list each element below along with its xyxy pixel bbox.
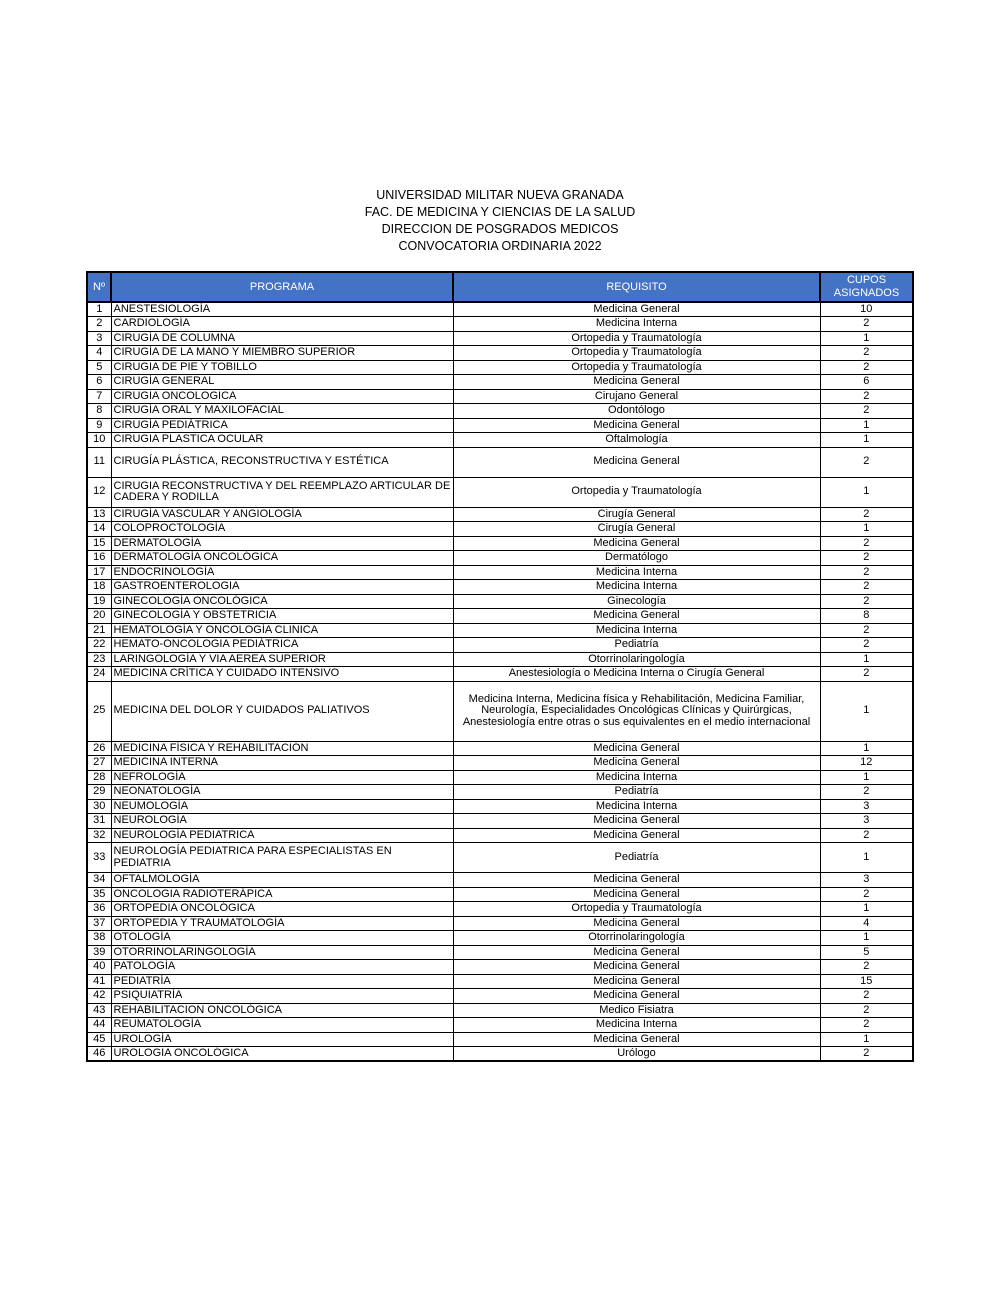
cell-requisito: Medico Fisiatra — [453, 1003, 820, 1018]
cell-num: 21 — [87, 623, 111, 638]
cell-cupos: 2 — [820, 989, 913, 1004]
table-row — [87, 931, 913, 946]
table-row — [87, 667, 913, 682]
cell-requisito: Ortopedia y Traumatología — [453, 360, 820, 375]
cell-num: 24 — [87, 667, 111, 682]
column-header-programa: PROGRAMA — [111, 272, 453, 302]
cell-requisito: Pediatría — [453, 843, 820, 873]
table-row — [87, 887, 913, 902]
table-row — [87, 945, 913, 960]
table-row — [87, 447, 913, 477]
cell-programa: CIRUGÍA DE COLUMNA — [111, 331, 453, 346]
cell-num: 45 — [87, 1032, 111, 1047]
cell-requisito: Medicina General — [453, 756, 820, 771]
cell-requisito: Medicina General — [453, 609, 820, 624]
cell-programa: CIRUGÍA DE LA MANO Y MIEMBRO SUPERIOR — [111, 346, 453, 361]
cell-programa: ENDOCRINOLOGÍA — [111, 565, 453, 580]
cell-programa: CIRUGÍA GENERAL — [111, 375, 453, 390]
table-row — [87, 418, 913, 433]
cell-cupos: 10 — [820, 302, 913, 317]
table-row — [87, 522, 913, 537]
cell-requisito: Cirugía General — [453, 507, 820, 522]
table-body — [87, 302, 913, 1061]
table-row — [87, 770, 913, 785]
cell-cupos: 3 — [820, 873, 913, 888]
cell-cupos: 1 — [820, 770, 913, 785]
cell-requisito: Pediatría — [453, 638, 820, 653]
cell-programa: DERMATOLOGÍA ONCOLÓGICA — [111, 551, 453, 566]
title-line-university: UNIVERSIDAD MILITAR NUEVA GRANADA — [376, 188, 624, 202]
cell-cupos: 1 — [820, 902, 913, 917]
cell-cupos: 2 — [820, 785, 913, 800]
cell-cupos: 1 — [820, 331, 913, 346]
cell-num: 27 — [87, 756, 111, 771]
cell-num: 1 — [87, 302, 111, 317]
cell-requisito: Anestesiología o Medicina Interna o Cirugía General — [453, 667, 820, 682]
cell-cupos: 1 — [820, 652, 913, 667]
cell-cupos: 2 — [820, 346, 913, 361]
table-row — [87, 873, 913, 888]
cell-requisito: Ortopedia y Traumatología — [453, 477, 820, 507]
cell-programa: HEMATO-ONCOLOGIA PEDIÁTRICA — [111, 638, 453, 653]
cell-cupos: 2 — [820, 594, 913, 609]
title-line-faculty: FAC. DE MEDICINA Y CIENCIAS DE LA SALUD — [364, 205, 636, 219]
cell-programa: OFTALMOLOGÍA — [111, 873, 453, 888]
cell-cupos: 1 — [820, 741, 913, 756]
cell-cupos: 2 — [820, 828, 913, 843]
table-row — [87, 477, 913, 507]
cell-num: 20 — [87, 609, 111, 624]
table-row — [87, 843, 913, 873]
table-row — [87, 389, 913, 404]
cell-num: 23 — [87, 652, 111, 667]
cell-requisito: Medicina General — [453, 960, 820, 975]
table-row — [87, 681, 913, 741]
cell-cupos: 2 — [820, 887, 913, 902]
cell-num: 41 — [87, 974, 111, 989]
cell-requisito: Medicina Interna — [453, 580, 820, 595]
cell-num: 12 — [87, 477, 111, 507]
cell-cupos: 1 — [820, 931, 913, 946]
cell-num: 30 — [87, 799, 111, 814]
cell-num: 29 — [87, 785, 111, 800]
cell-cupos: 2 — [820, 667, 913, 682]
cell-requisito: Medicina General — [453, 974, 820, 989]
cell-programa: HEMATOLOGÍA Y ONCOLOGÍA CLINICA — [111, 623, 453, 638]
cell-requisito: Medicina Interna — [453, 1018, 820, 1033]
table-row — [87, 799, 913, 814]
table-row — [87, 1018, 913, 1033]
cell-cupos: 2 — [820, 565, 913, 580]
cell-cupos: 1 — [820, 522, 913, 537]
table-row — [87, 652, 913, 667]
cell-requisito: Medicina Interna — [453, 770, 820, 785]
cell-num: 3 — [87, 331, 111, 346]
cell-cupos: 4 — [820, 916, 913, 931]
cell-programa: UROLOGIA ONCOLÓGICA — [111, 1047, 453, 1062]
table-row — [87, 828, 913, 843]
cell-num: 32 — [87, 828, 111, 843]
table-row — [87, 507, 913, 522]
cell-cupos: 2 — [820, 623, 913, 638]
cell-programa: NEONATOLOGÍA — [111, 785, 453, 800]
cell-cupos: 3 — [820, 814, 913, 829]
cell-requisito: Medicina Interna — [453, 799, 820, 814]
cell-requisito: Medicina General — [453, 828, 820, 843]
cell-requisito: Ortopedia y Traumatología — [453, 902, 820, 917]
cell-requisito: Medicina General — [453, 873, 820, 888]
cell-programa: NEUROLOGÍA — [111, 814, 453, 829]
cell-requisito: Cirugía General — [453, 522, 820, 537]
cell-cupos: 1 — [820, 681, 913, 741]
cell-requisito: Medicina General — [453, 1032, 820, 1047]
cell-num: 17 — [87, 565, 111, 580]
cell-num: 33 — [87, 843, 111, 873]
cell-num: 8 — [87, 404, 111, 419]
table-row — [87, 756, 913, 771]
cell-cupos: 2 — [820, 638, 913, 653]
title-line-convocatoria: CONVOCATORIA ORDINARIA 2022 — [398, 239, 602, 253]
cell-num: 46 — [87, 1047, 111, 1062]
cell-num: 5 — [87, 360, 111, 375]
table-row — [87, 346, 913, 361]
cell-num: 7 — [87, 389, 111, 404]
cell-programa: CARDIOLOGÍA — [111, 317, 453, 332]
table-row — [87, 609, 913, 624]
cell-requisito: Medicina Interna — [453, 317, 820, 332]
document-title-block — [0, 187, 1000, 255]
cell-num: 43 — [87, 1003, 111, 1018]
cell-programa: REUMATOLOGÍA — [111, 1018, 453, 1033]
table-row — [87, 565, 913, 580]
cell-num: 6 — [87, 375, 111, 390]
table-row — [87, 433, 913, 448]
cell-requisito: Medicina General — [453, 418, 820, 433]
cell-cupos: 2 — [820, 404, 913, 419]
cell-cupos: 1 — [820, 418, 913, 433]
cell-requisito: Dermatólogo — [453, 551, 820, 566]
cell-programa: MEDICINA CRÍTICA Y CUIDADO INTENSIVO — [111, 667, 453, 682]
cell-cupos: 3 — [820, 799, 913, 814]
cell-programa: CIRUGIA PLASTICA OCULAR — [111, 433, 453, 448]
cell-num: 31 — [87, 814, 111, 829]
cell-programa: NEFROLOGÍA — [111, 770, 453, 785]
table-row — [87, 551, 913, 566]
table-row — [87, 741, 913, 756]
cell-num: 42 — [87, 989, 111, 1004]
cell-programa: CIRUGÍA PEDIÁTRICA — [111, 418, 453, 433]
cell-num: 10 — [87, 433, 111, 448]
cell-requisito: Medicina General — [453, 447, 820, 477]
cell-num: 9 — [87, 418, 111, 433]
table-row — [87, 638, 913, 653]
table-row — [87, 580, 913, 595]
cell-cupos: 2 — [820, 1018, 913, 1033]
cell-programa: OTOLOGÍA — [111, 931, 453, 946]
cell-programa: GASTROENTEROLOGIA — [111, 580, 453, 595]
table-row — [87, 404, 913, 419]
cell-programa: CIRUGÍA PLÁSTICA, RECONSTRUCTIVA Y ESTÉTICA — [111, 447, 453, 477]
cell-programa: MEDICINA DEL DOLOR Y CUIDADOS PALIATIVOS — [111, 681, 453, 741]
cell-programa: CIRUGIA ONCOLOGICA — [111, 389, 453, 404]
cell-programa: MEDICINA INTERNA — [111, 756, 453, 771]
cell-requisito: Medicina General — [453, 302, 820, 317]
cell-requisito: Medicina General — [453, 536, 820, 551]
cell-num: 13 — [87, 507, 111, 522]
cell-num: 4 — [87, 346, 111, 361]
cell-num: 18 — [87, 580, 111, 595]
cell-requisito: Medicina General — [453, 887, 820, 902]
cell-num: 34 — [87, 873, 111, 888]
cell-requisito: Medicina Interna — [453, 565, 820, 580]
column-header-requisito: REQUISITO — [453, 272, 820, 302]
table-row — [87, 1032, 913, 1047]
table-row — [87, 974, 913, 989]
cell-programa: CIRUGIA RECONSTRUCTIVA Y DEL REEMPLAZO ARTICULAR DE CADERA Y RODILLA — [111, 477, 453, 507]
cell-programa: OTORRINOLARINGOLOGÍA — [111, 945, 453, 960]
cell-requisito: Pediatría — [453, 785, 820, 800]
cell-num: 2 — [87, 317, 111, 332]
cell-num: 19 — [87, 594, 111, 609]
cell-cupos: 2 — [820, 536, 913, 551]
cell-num: 44 — [87, 1018, 111, 1033]
cell-num: 11 — [87, 447, 111, 477]
cell-num: 35 — [87, 887, 111, 902]
column-header-numero: Nº — [87, 272, 111, 302]
cell-cupos: 2 — [820, 317, 913, 332]
cell-requisito: Cirujano General — [453, 389, 820, 404]
table-row — [87, 302, 913, 317]
cell-requisito: Ortopedia y Traumatología — [453, 331, 820, 346]
cell-num: 38 — [87, 931, 111, 946]
cell-cupos: 2 — [820, 507, 913, 522]
cell-num: 22 — [87, 638, 111, 653]
cell-num: 40 — [87, 960, 111, 975]
cell-requisito: Medicina General — [453, 375, 820, 390]
cell-requisito: Urólogo — [453, 1047, 820, 1062]
cell-programa: NEUROLOGÍA PEDIATRICA — [111, 828, 453, 843]
cell-requisito: Medicina General — [453, 814, 820, 829]
table-row — [87, 814, 913, 829]
cell-num: 39 — [87, 945, 111, 960]
cell-requisito: Medicina General — [453, 945, 820, 960]
cell-programa: NEUMOLOGÍA — [111, 799, 453, 814]
cell-requisito: Medicina Interna — [453, 623, 820, 638]
cell-cupos: 5 — [820, 945, 913, 960]
table-row — [87, 331, 913, 346]
cell-num: 16 — [87, 551, 111, 566]
cell-num: 14 — [87, 522, 111, 537]
cell-num: 15 — [87, 536, 111, 551]
cell-requisito: Ortopedia y Traumatología — [453, 346, 820, 361]
cell-num: 37 — [87, 916, 111, 931]
cell-requisito: Medicina General — [453, 989, 820, 1004]
table-row — [87, 536, 913, 551]
cell-programa: CIRUGÍA VASCULAR Y ANGIOLOGÍA — [111, 507, 453, 522]
cell-programa: DERMATOLOGÍA — [111, 536, 453, 551]
table-header — [87, 272, 913, 302]
cell-cupos: 2 — [820, 1047, 913, 1062]
cell-cupos: 1 — [820, 433, 913, 448]
cell-requisito: Oftalmología — [453, 433, 820, 448]
cell-programa: CIRUGÍA ORAL Y MAXILOFACIAL — [111, 404, 453, 419]
cell-programa: ANESTESIOLOGÍA — [111, 302, 453, 317]
cell-cupos: 6 — [820, 375, 913, 390]
table-row — [87, 1003, 913, 1018]
cell-programa: COLOPROCTOLOGÍA — [111, 522, 453, 537]
programs-table — [86, 271, 914, 1062]
cell-programa: PEDIATRÍA — [111, 974, 453, 989]
cell-cupos: 1 — [820, 477, 913, 507]
cell-cupos: 1 — [820, 1032, 913, 1047]
table-row — [87, 989, 913, 1004]
cell-programa: REHABILITACION ONCOLÓGICA — [111, 1003, 453, 1018]
table-row — [87, 375, 913, 390]
cell-num: 26 — [87, 741, 111, 756]
cell-requisito: Medicina General — [453, 916, 820, 931]
cell-requisito: Otorrinolaringología — [453, 652, 820, 667]
cell-cupos: 2 — [820, 551, 913, 566]
table-row — [87, 916, 913, 931]
table-row — [87, 594, 913, 609]
cell-cupos: 2 — [820, 389, 913, 404]
cell-cupos: 8 — [820, 609, 913, 624]
cell-cupos: 2 — [820, 360, 913, 375]
cell-requisito: Medicina Interna, Medicina física y Rehabilitación, Medicina Familiar, Neurología, Especialidades Oncológicas Clínicas y Quirúrgicas, Anestesiología entre otras o sus equivalentes en el medio internacional — [453, 681, 820, 741]
title-line-direction: DIRECCION DE POSGRADOS MEDICOS — [381, 222, 619, 236]
cell-requisito: Otorrinolaringología — [453, 931, 820, 946]
cell-programa: PATOLOGÍA — [111, 960, 453, 975]
cell-programa: ONCOLOGIA RADIOTERÁPICA — [111, 887, 453, 902]
cell-cupos: 2 — [820, 447, 913, 477]
table-row — [87, 360, 913, 375]
cell-requisito: Odontólogo — [453, 404, 820, 419]
table-row — [87, 1047, 913, 1062]
table-row — [87, 785, 913, 800]
cell-cupos: 2 — [820, 1003, 913, 1018]
cell-programa: GINECOLOGÍA Y OBSTETRICIA — [111, 609, 453, 624]
cell-num: 36 — [87, 902, 111, 917]
cell-cupos: 12 — [820, 756, 913, 771]
cell-cupos: 1 — [820, 843, 913, 873]
cell-num: 28 — [87, 770, 111, 785]
cell-programa: PSIQUIATRÍA — [111, 989, 453, 1004]
cell-programa: ORTOPEDIA ONCOLÓGICA — [111, 902, 453, 917]
cell-programa: MEDICINA FÍSICA Y REHABILITACIÓN — [111, 741, 453, 756]
table-row — [87, 960, 913, 975]
cell-programa: ORTOPEDIA Y TRAUMATOLOGÍA — [111, 916, 453, 931]
cell-programa: NEUROLOGÍA PEDIATRICA PARA ESPECIALISTAS EN PEDIATRIA — [111, 843, 453, 873]
cell-requisito: Medicina General — [453, 741, 820, 756]
table-row — [87, 902, 913, 917]
column-header-cupos: CUPOS ASIGNADOS — [820, 272, 913, 302]
cell-programa: LARINGOLOGÍA Y VIA AEREA SUPERIOR — [111, 652, 453, 667]
cell-programa: GINECOLOGÍA ONCOLÓGICA — [111, 594, 453, 609]
cell-cupos: 2 — [820, 580, 913, 595]
cell-cupos: 15 — [820, 974, 913, 989]
cell-num: 25 — [87, 681, 111, 741]
cell-programa: CIRUGIA DE PIE Y TOBILLO — [111, 360, 453, 375]
table-header-row — [87, 272, 913, 302]
table-row — [87, 623, 913, 638]
cell-programa: UROLOGÍA — [111, 1032, 453, 1047]
table-row — [87, 317, 913, 332]
cell-cupos: 2 — [820, 960, 913, 975]
cell-requisito: Ginecología — [453, 594, 820, 609]
